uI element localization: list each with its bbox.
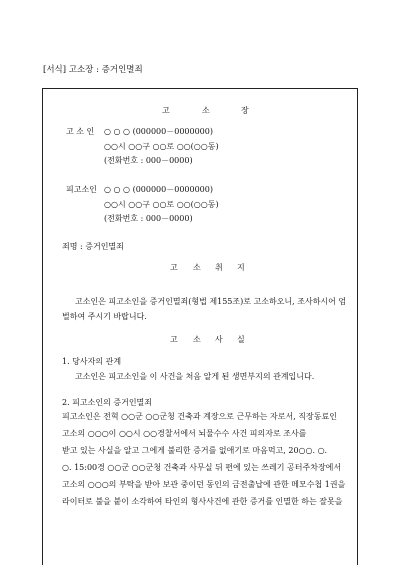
complaint-document	[42, 88, 358, 565]
accused-phone: (전화번호 : 000－0000)	[104, 214, 193, 223]
section-2-line-6: 라이터로 불을 붙이 소각하여 타인의 형사사건에 관한 증거를 인멸한 하는 잘못을	[62, 497, 343, 506]
complainant-label: 고 소 인	[66, 127, 95, 136]
purpose-heading-char-3: 취	[215, 263, 223, 272]
section-2-line-5: 고소의 ○○○의 부탁을 받아 보관 중이던 동인의 금전출납에 관한 메모수첩 1권을	[62, 480, 346, 489]
section-2-line-4: ○. 15:00경 ○○군 ○○군청 건축과 사무실 뒤 편에 있는 쓰레기 공터주차장에서	[62, 463, 342, 472]
facts-heading-char-4: 실	[237, 335, 245, 344]
purpose-text-line-2: 벌하여 주시기 바랍니다.	[62, 312, 147, 321]
purpose-text-line-1: 고소인은 피고소인을 증거인멸죄(형법 제155조)로 고소하오니, 조사하시어 엄	[75, 297, 347, 306]
accused-address: ○○시 ○○구 ○○로 ○○(○○동)	[104, 200, 219, 209]
title-char-2: 소	[202, 106, 210, 115]
section-1-title: 1. 당사자의 관계	[62, 357, 122, 366]
section-2-line-3: 받고 있는 사실을 알고 그에게 불리한 증거를 없애기로 마음먹고, 20○○. ○.	[62, 446, 328, 455]
purpose-heading-char-4: 지	[237, 263, 245, 272]
complainant-name: ○ ○ ○ (000000－0000000)	[104, 127, 213, 136]
facts-heading-char-2: 소	[193, 335, 201, 344]
complainant-address: ○○시 ○○구 ○○로 ○○(○○동)	[104, 142, 219, 151]
charge-line: 죄명 : 증거인멸죄	[62, 242, 124, 251]
facts-heading-char-1: 고	[170, 335, 178, 344]
purpose-heading-char-1: 고	[170, 263, 178, 272]
section-2-title: 2. 피고소인의 증거인멸죄	[62, 398, 152, 407]
accused-label: 피고소인	[66, 185, 97, 194]
title-char-1: 고	[162, 106, 170, 115]
title-char-3: 장	[241, 106, 249, 115]
accused-name: ○ ○ ○ (000000－0000000)	[104, 185, 213, 194]
facts-heading-char-3: 사	[215, 335, 223, 344]
section-2-line-2: 고소의 ○○○이 ○○시 ○○경찰서에서 뇌물수수 사건 피의자로 조사를	[62, 429, 307, 438]
section-2-line-1: 피고소인은 전혁 ○○군 ○○군청 건축과 계장으로 근무하는 자로서, 직장동료인	[62, 412, 337, 421]
purpose-heading-char-2: 소	[193, 263, 201, 272]
form-caption: [서식] 고소장 : 증거인멸죄	[43, 65, 143, 75]
complainant-phone: (전화번호 : 000－0000)	[104, 156, 193, 165]
section-1-text: 고소인은 피고소인을 이 사건을 처음 알게 된 생면부지의 관계입니다.	[75, 372, 315, 381]
